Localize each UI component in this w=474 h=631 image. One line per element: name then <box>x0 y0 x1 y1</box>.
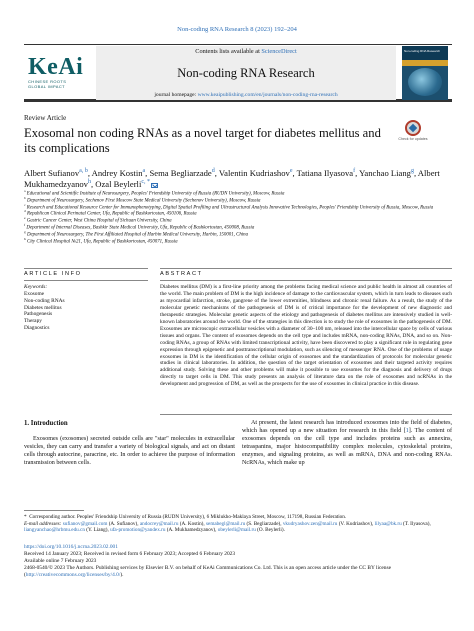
author-name[interactable]: Yanchao Liang <box>359 168 411 178</box>
article-info-heading: ARTICLE INFO <box>24 271 82 277</box>
author-affiliation-marker[interactable]: e <box>289 168 293 175</box>
affiliation-marker: g <box>24 229 26 234</box>
homepage-line <box>96 92 396 98</box>
homepage-link[interactable]: www.keaipublishing.com/en/journals/non-coding-rna-research <box>197 92 338 98</box>
affiliation-marker: b <box>24 195 26 200</box>
email-link[interactable]: semabegl@mail.ru <box>206 520 246 527</box>
homepage-prefix: journal homepage: <box>154 92 198 98</box>
affiliation-text: Educational and Scientific Institute of Neurosurgery, Peoples' Friendship University of Russia (RUDN University), Moscow, Russia <box>25 191 285 197</box>
affiliation-marker: f <box>24 223 26 228</box>
affiliation-list <box>24 191 452 246</box>
license-statement <box>24 565 452 579</box>
keywords-label: Keywords: <box>24 284 48 290</box>
corresponding-text: Corresponding author. Peoples' Friendship University of Russia (RUDN University), 6 Miklukho-Maklaya Street, Moscow, 117198, Russian Federation. <box>29 514 347 520</box>
keywords-list <box>24 291 65 332</box>
sciencedirect-link[interactable]: ScienceDirect <box>261 48 297 55</box>
email-owner: (T. Ilyasova), <box>401 520 431 527</box>
abstract-text: Diabetes mellitus (DM) is a first-line priority among the problems facing medical science and public health in almost all countries of the world. The main problem of DM is the high incidence of damage to the cardiovascular system, which in turn leads to diseases such as myocardial infarction, stroke, gangrene of the lower extremities, blindness and chronic renal failure. As a result, the study of the molecular genetic mechanisms of the pathogenesis of DM is of critical importance for the development of new diagnostic and therapeutic strategies. Molecular genetic aspects of the etiology and pathogenesis of diabetes mellitus are intensively studied in well-known laboratories around the world. One of the strategies in this direction is to study the role of exosomes in the pathogenesis of DM. Exosomes are microscopic extracellular vesicles with a diameter of 30–100 nm, released into the intercellular space by cells of various tissues and organs. The content of exosomes depends on the cell type and includes mRNA, non-coding RNAs, DNA, and so on. Non-coding RNAs, a group of RNAs with limited transcriptional activity, have been discovered to play a significant role in regulating gene expression through epigenetic and posttranscriptional modulation, such as silencing of messenger RNA. One of the problems of usage exosomes in DM is the identification of the cellular origin of exosomes and the standardization of protocols for molecular genetic studies in clinical laboratories. In addition, the question of the target orientation of exosomes and their targeted activity requires additional study. Solving these and other problems will make it possible to use exosomes for the diagnosis and delivery of drugs directly to target cells in DM. This study presents an analysis of literature data on the role of exosomes and ncRNAs in the development and progression of DM, as well as the prospects for the use of exosomes in clinical practice in this disease. <box>160 284 452 388</box>
check-for-updates-button[interactable] <box>398 120 428 148</box>
author-affiliation-marker[interactable]: d <box>211 168 215 175</box>
affiliation-text: Research and Educational Resource Center for Immunophenotyping, Digital Spatial Profiling and Ultrastructural Analysis Innovative Technologies, Peoples' Friendship University of Russia, Moscow, Russia <box>25 205 434 211</box>
footnote-marker: * <box>24 514 27 520</box>
author-name[interactable]: Albert Sufianov <box>24 168 80 178</box>
author-list: Albert Sufianov$^{a, b}$, Andrey Kostin$^a$, Sema Begliarzade$^d$, Valentin Kudriashov$^e$, Tatiana Ilyasova$^f$, Yanchao Liang$^g$, Albert Mukhamedzyanov$^h$, Ozal Beylerli$^{c, *}$ <box>24 168 440 189</box>
affiliation-item <box>24 195 452 205</box>
email-owner: (A. Sufianov), <box>107 520 140 527</box>
doi-link[interactable]: https://doi.org/10.1016/j.ncrna.2023.02.001 <box>24 544 118 550</box>
author-affiliation-marker[interactable]: c, * <box>141 179 151 186</box>
email-icon[interactable] <box>151 183 158 188</box>
affiliation-item <box>24 191 452 198</box>
author-affiliation-marker[interactable]: h <box>87 179 91 186</box>
email-link[interactable]: lilyaa@bk.ru <box>374 520 402 527</box>
divider <box>160 414 452 415</box>
email-link[interactable]: ufa-promotion@yandex.ru <box>110 527 166 534</box>
email-link[interactable]: sufianov@gmail.com <box>62 520 108 527</box>
affiliation-marker: d <box>24 209 26 214</box>
cover-text: Non-coding RNA Research <box>404 49 441 53</box>
affiliation-text: Department of Neurosurgery, Sechenov First Moscow State Medical University (Sechenov University), Moscow, Russia <box>25 198 261 204</box>
journal-cover-image[interactable] <box>402 46 448 100</box>
intro-right-text-cont: ]. The content of exosomes depends on the cell type and includes proteins such as annexins, tetraspanins, major histocompatibility complex molecules, cytoskeletal proteins, enzymes, and signaling proteins, as well as mRNA, DNA and non-coding RNAs. NcRNAs, which make up <box>242 427 452 466</box>
keyword-item: Non-coding RNAs <box>24 297 65 304</box>
affiliation-text: Department of Internal Diseases, Bashkir State Medical University, Ufa, Republic of Bashkortostan, 450008, Russia <box>25 225 255 231</box>
author-affiliation-marker[interactable]: a <box>142 168 146 175</box>
author-name[interactable]: Valentin Kudriashov <box>218 168 290 178</box>
affiliation-text: Gastric Cancer Center, West China Hospital of Sichuan University, China <box>25 218 172 224</box>
footnote-divider <box>24 510 84 511</box>
affiliation-marker: c <box>24 202 26 207</box>
affiliation-item <box>24 236 452 246</box>
email-owner: (Y. Liang), <box>84 527 111 534</box>
email-owner: (V. Kudriashov), <box>337 520 375 527</box>
introduction-right-column <box>242 420 452 467</box>
article-title: Exosomal non coding RNAs as a novel target for diabetes mellitus and its complications <box>24 126 381 155</box>
footnote <box>24 514 452 534</box>
affiliation-marker: e <box>24 216 26 221</box>
email-link[interactable]: andocrey@mail.ru <box>139 520 179 527</box>
divider <box>160 268 452 269</box>
available-online: Available online 7 February 2023 <box>24 558 97 564</box>
cover-band <box>402 60 448 66</box>
affiliation-item <box>24 225 452 232</box>
author-name[interactable]: Tatiana Ilyasova <box>296 168 354 178</box>
author-name[interactable]: Andrey Kostin <box>91 168 143 178</box>
introduction-heading: 1. Introduction <box>24 420 68 427</box>
divider <box>160 280 452 281</box>
author-name[interactable]: Ozal Beylerli <box>95 179 142 189</box>
divider <box>24 280 148 281</box>
email-label: E-mail addresses: <box>24 520 63 527</box>
email-owner: (O. Beylerli). <box>255 527 285 534</box>
author-name[interactable]: Sema Begliarzade <box>149 168 212 178</box>
email-owner: (A. Kostin), <box>178 520 206 527</box>
corresponding-author-note <box>24 514 452 521</box>
introduction-left-column: Exosomes (exosomes) secreted outside cells are "star" molecules in extracellular vesicles, they can carry and transfer a variety of biological signals, and act on distant cells through autocrine, paracrine, etc. In order to achieve the purpose of information transmission between cells. <box>24 436 235 466</box>
license-end: ). <box>120 572 124 578</box>
affiliation-text: Republican Clinical Perinatal Center, Ufa, Republic of Bashkortostan, 450106, Russia <box>25 212 197 218</box>
keyword-item: Pathogenesis <box>24 311 53 318</box>
article-metadata <box>24 544 452 579</box>
email-link[interactable]: vkudryashov.zen@mail.ru <box>282 520 338 527</box>
email-owner: (S. Begliarzade), <box>245 520 283 527</box>
author-name[interactable]: Albert Mukhamedzyanov <box>24 168 440 189</box>
abstract-heading: ABSTRACT <box>160 271 203 277</box>
logo-text: KeAi <box>28 54 84 80</box>
keyword-item: Therapy <box>24 318 42 325</box>
email-addresses <box>24 521 452 534</box>
affiliation-marker: a <box>24 189 26 193</box>
running-head[interactable]: Non-coding RNA Research 8 (2023) 192–204 <box>177 26 297 33</box>
affiliation-marker: h <box>24 236 26 241</box>
intro-right-text: At present, the latest research has introduced exosomes into the field of diabetes, which has opened up a new situation for research in this field [ <box>242 420 452 434</box>
license-link[interactable]: http://creativecommons.org/licenses/by/4.0/ <box>25 572 121 578</box>
email-owner: (A. Mukhamedzyanov), <box>165 527 218 534</box>
cover-artwork <box>408 68 442 96</box>
divider <box>24 268 148 269</box>
logo-subtitle-1: CHINESE ROOTS <box>28 79 67 84</box>
history-dates: Received 14 January 2023; Received in revised form 6 February 2023; Accepted 6 February 2023 <box>24 551 236 557</box>
affiliation-item <box>24 229 452 239</box>
contents-line <box>96 48 396 55</box>
affiliation-text: City Clinical Hospital №21, Ufa, Republic of Bashkortostan, 450071, Russia <box>25 239 178 245</box>
keyword-item: Exosome <box>24 291 45 297</box>
author-affiliation-marker[interactable]: f <box>353 168 356 175</box>
email-link[interactable]: liangyanchao@hrbmu.edu.cn <box>24 527 85 534</box>
license-text: 2468-0540/© 2023 The Authors. Publishing services by Elsevier B.V. on behalf of KeAi Communications Co. Ltd. This is an open access article under the CC BY license ( <box>24 565 391 578</box>
affiliation-text: Department of Neurosurgery, The First Affiliated Hospital of Harbin Medical University, Harbin, 150001, China <box>25 232 249 238</box>
crossmark-label: Check for updates <box>398 137 428 141</box>
citation-link[interactable]: 1 <box>405 427 409 434</box>
crossmark-icon <box>405 120 421 136</box>
contents-prefix: Contents lists available at <box>195 48 262 55</box>
author-affiliation-marker[interactable]: g <box>410 168 414 175</box>
author-affiliation-marker[interactable]: a, b <box>79 168 88 175</box>
logo-subtitle-2: GLOBAL IMPACT <box>28 84 65 89</box>
article-type: Review Article <box>24 114 67 122</box>
affiliation-item <box>24 202 452 212</box>
journal-title: Non-coding RNA Research <box>177 66 315 80</box>
keyword-item: Diabetes mellitus <box>24 304 62 311</box>
keyword-item: Diagnostics <box>24 324 50 331</box>
keai-logo[interactable] <box>28 54 84 95</box>
email-link[interactable]: obeylerli@mail.ru <box>217 527 256 534</box>
